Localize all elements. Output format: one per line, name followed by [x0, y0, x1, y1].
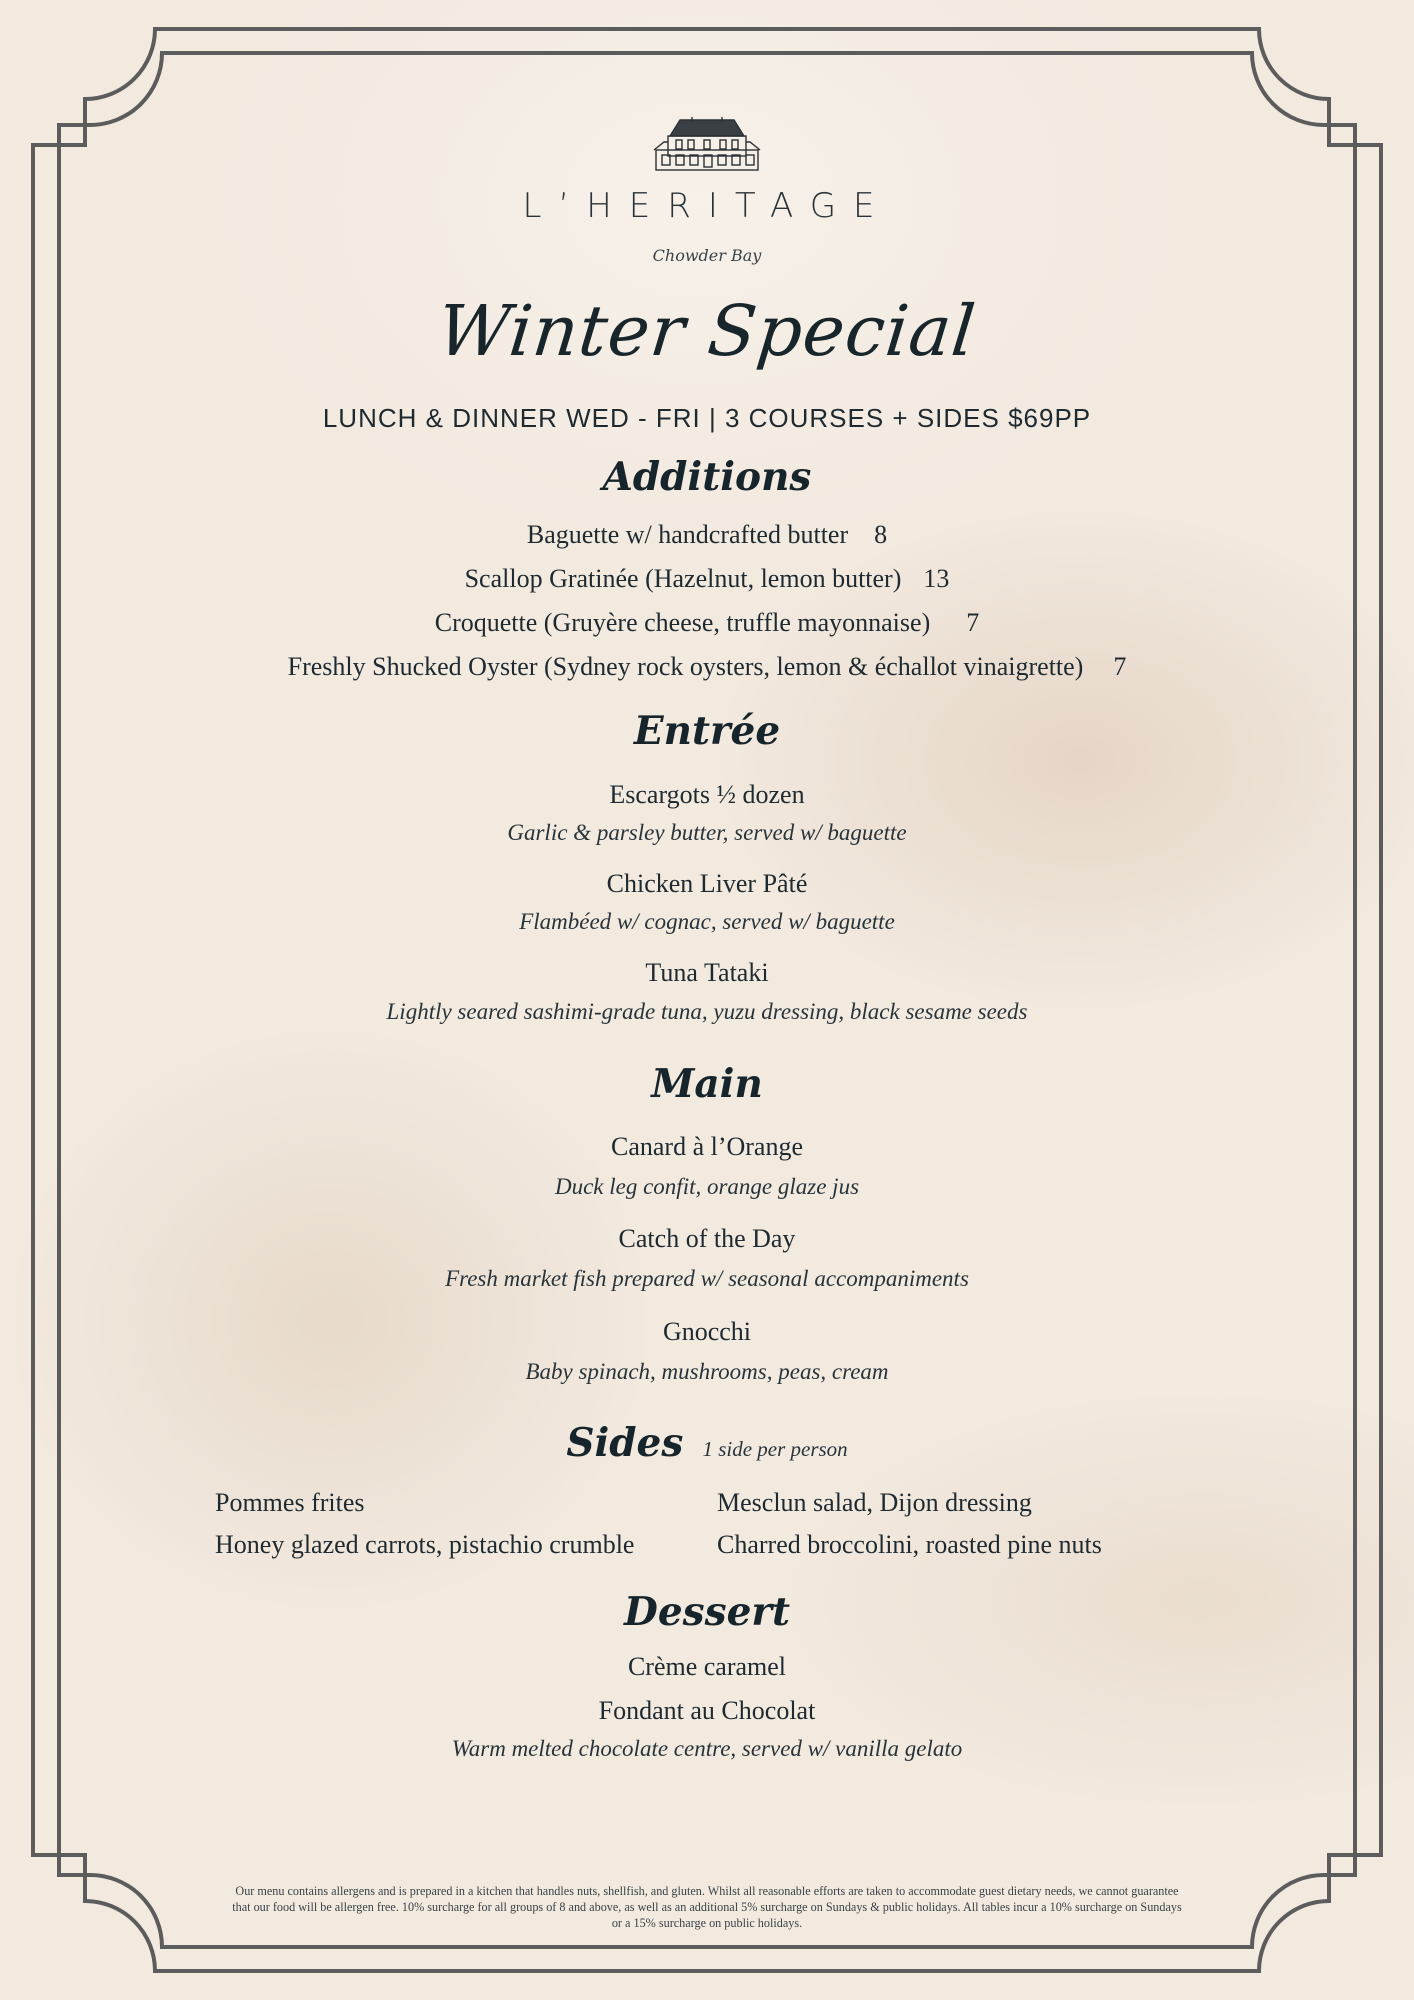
building-icon	[652, 114, 762, 174]
main-item-name: Canard à l’Orange	[610, 1132, 804, 1161]
main-item-desc: Duck leg confit, orange glaze jus	[554, 1174, 860, 1199]
main-item-desc: Baby spinach, mushrooms, peas, cream	[525, 1359, 889, 1384]
entree-item-desc: Lightly seared sashimi-grade tuna, yuzu dressing, black sesame seeds	[386, 999, 1028, 1024]
dessert-item-name: Crème caramel	[627, 1652, 787, 1681]
addition-item	[0, 652, 1414, 682]
entree-item-desc: Flambéed w/ cognac, served w/ baguette	[519, 909, 895, 934]
main-item-desc: Fresh market fish prepared w/ seasonal accompaniments	[445, 1266, 969, 1291]
addition-item-price: 7	[966, 608, 980, 637]
menu-title-wrap	[0, 290, 1414, 372]
menu-title: Winter Special	[434, 290, 980, 372]
addition-item-price: 8	[874, 520, 888, 549]
addition-item-name: Scallop Gratinée (Hazelnut, lemon butter)	[464, 564, 902, 593]
addition-item	[0, 608, 1414, 638]
allergen-surcharge-note: Our menu contains allergens and is prepared in a kitchen that handles nuts, shellfish, and gluten. Whilst all reasonable efforts are taken to accommodate guest dietary needs, we cannot guarantee that our food will be allergen free. 10% surcharge for all groups of 8 and above, as well as an additional 5% surcharge on Sundays & public holidays. All tables incur a 10% surcharge on Sundays or a 15% surcharge on public holidays.	[232, 1884, 1182, 1930]
section-heading-main: Main	[651, 1061, 763, 1107]
entree-item-name: Escargots ½ dozen	[609, 780, 805, 809]
sides-heading-row	[0, 1420, 1414, 1466]
addition-item-price: 7	[1113, 652, 1127, 681]
addition-item	[0, 564, 1414, 594]
entree-item-name: Chicken Liver Pâté	[606, 869, 808, 898]
addition-item-name: Freshly Shucked Oyster (Sydney rock oysters, lemon & échallot vinaigrette)	[287, 652, 1084, 681]
brand-location: Chowder Bay	[652, 246, 762, 265]
addition-item-price: 13	[923, 564, 950, 593]
main-item-name: Gnocchi	[662, 1317, 752, 1346]
dessert-item-desc: Warm melted chocolate centre, served w/ vanilla gelato	[451, 1736, 963, 1761]
main-item-name: Catch of the Day	[618, 1224, 796, 1253]
side-item: Pommes frites	[215, 1488, 365, 1517]
addition-item-name: Baguette w/ handcrafted butter	[526, 520, 849, 549]
entree-item-name: Tuna Tataki	[645, 958, 769, 987]
side-item: Honey glazed carrots, pistachio crumble	[215, 1530, 635, 1559]
section-heading-entree: Entrée	[633, 708, 781, 754]
brand-name: L’HERITAGE	[522, 186, 892, 226]
section-heading-additions: Additions	[602, 454, 812, 500]
addition-item-name: Croquette (Gruyère cheese, truffle mayonnaise)	[434, 608, 931, 637]
addition-item	[0, 520, 1414, 550]
sides-note: 1 side per person	[702, 1437, 848, 1461]
entree-item-desc: Garlic & parsley butter, served w/ baguette	[507, 820, 907, 845]
section-heading-sides: Sides	[566, 1420, 684, 1466]
section-heading-dessert: Dessert	[624, 1589, 790, 1635]
dessert-item-name: Fondant au Chocolat	[598, 1696, 816, 1725]
side-item: Mesclun salad, Dijon dressing	[717, 1488, 1032, 1517]
side-item: Charred broccolini, roasted pine nuts	[717, 1530, 1102, 1559]
menu-tagline: LUNCH & DINNER WED - FRI | 3 COURSES + SIDES $69PP	[322, 403, 1092, 433]
